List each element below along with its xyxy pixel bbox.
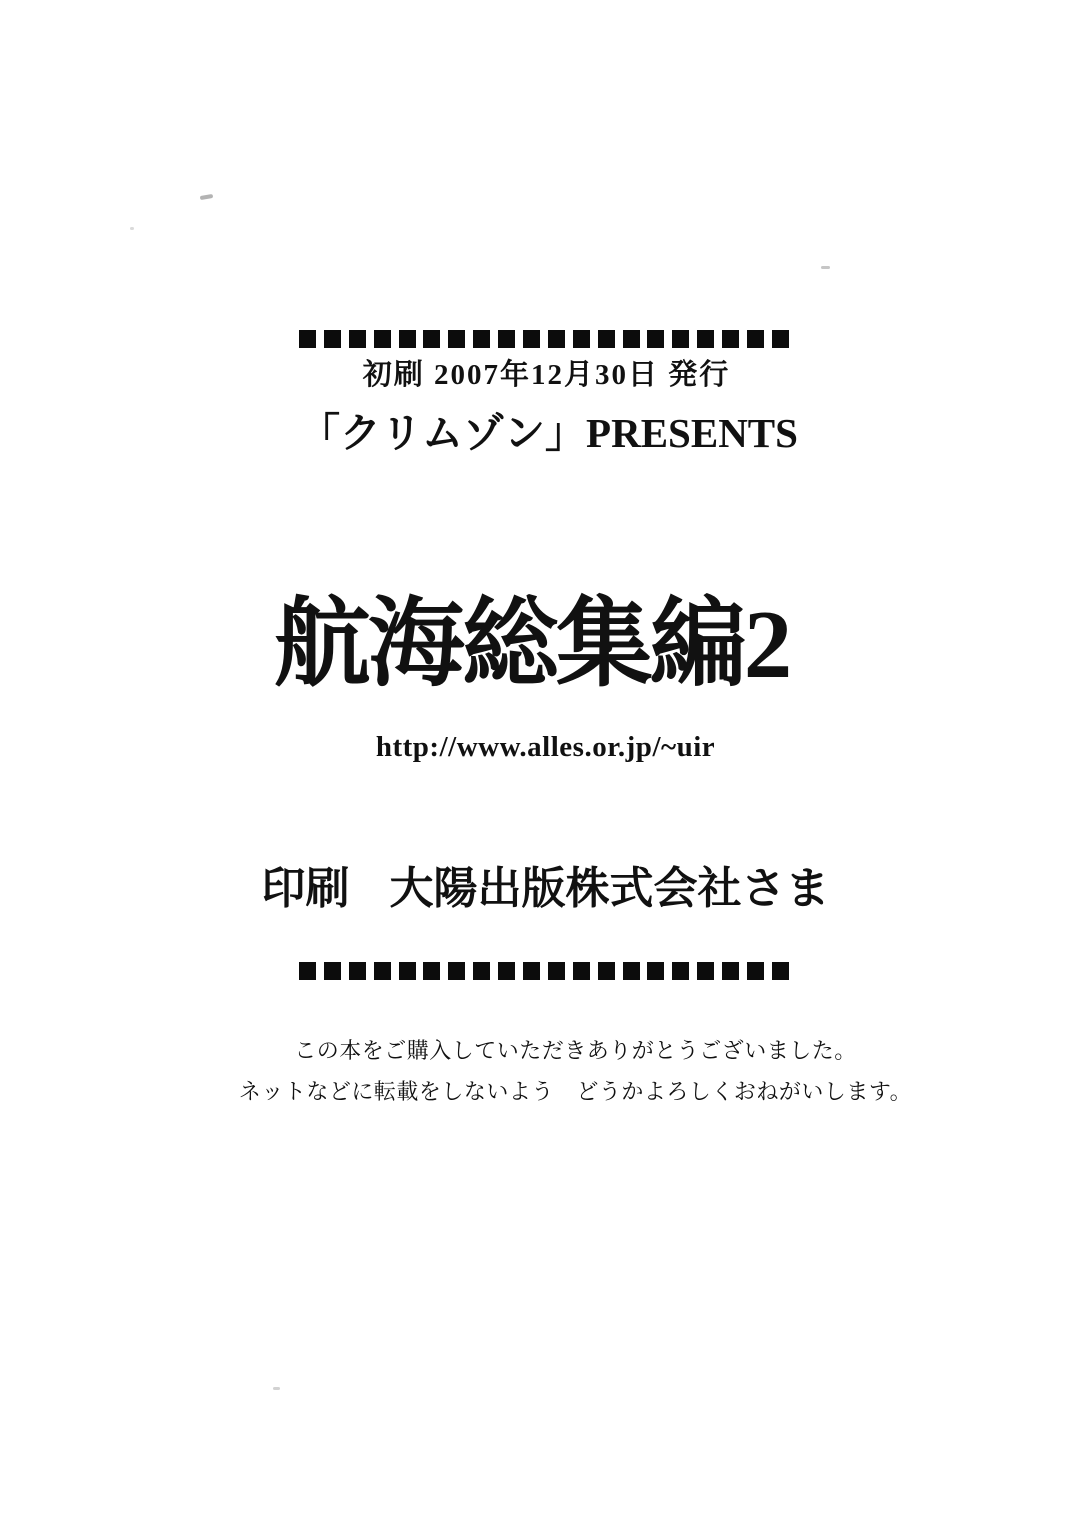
scan-speck bbox=[273, 1387, 280, 1390]
print-date-line: 初刷 2007年12月30日 発行 bbox=[362, 359, 731, 391]
divider-square bbox=[324, 330, 341, 348]
divider-square bbox=[722, 962, 739, 980]
divider-square bbox=[299, 962, 316, 980]
divider-square bbox=[598, 330, 615, 348]
thanks-line-1: この本をご購入していただきありがとうございました。 bbox=[294, 1038, 857, 1063]
presents-line: 「クリムゾン」PRESENTS bbox=[299, 410, 798, 456]
divider-square bbox=[647, 962, 664, 980]
divider-square bbox=[573, 330, 590, 348]
divider-square bbox=[672, 962, 689, 980]
divider-square bbox=[548, 330, 565, 348]
divider-square bbox=[399, 962, 416, 980]
divider-square bbox=[598, 962, 615, 980]
divider-square bbox=[623, 962, 640, 980]
divider-top bbox=[299, 330, 789, 348]
divider-square bbox=[747, 962, 764, 980]
book-title: 航海総集編2 bbox=[273, 591, 790, 698]
divider-square bbox=[349, 330, 366, 348]
divider-square bbox=[374, 330, 391, 348]
thanks-line-2: ネットなどに転載をしないよう どうかよろしくおねがいします。 bbox=[238, 1079, 913, 1104]
website-url: http://www.alles.or.jp/~uir bbox=[375, 731, 716, 763]
divider-square bbox=[473, 962, 490, 980]
printer-name: 大陽出版株式会社さま bbox=[389, 864, 830, 913]
divider-square bbox=[523, 962, 540, 980]
printer-line bbox=[262, 852, 830, 916]
divider-square bbox=[473, 330, 490, 348]
printer-label: 印刷 bbox=[261, 864, 350, 913]
divider-square bbox=[324, 962, 341, 980]
divider-square bbox=[573, 962, 590, 980]
divider-square bbox=[349, 962, 366, 980]
divider-square bbox=[548, 962, 565, 980]
divider-square bbox=[772, 962, 789, 980]
divider-square bbox=[697, 330, 714, 348]
scan-speck bbox=[130, 227, 134, 230]
divider-square bbox=[623, 330, 640, 348]
divider-square bbox=[647, 330, 664, 348]
divider-square bbox=[498, 330, 515, 348]
divider-square bbox=[722, 330, 739, 348]
scan-speck bbox=[821, 266, 830, 269]
divider-square bbox=[498, 962, 515, 980]
divider-square bbox=[374, 962, 391, 980]
scan-speck bbox=[200, 194, 213, 200]
divider-square bbox=[697, 962, 714, 980]
divider-square bbox=[448, 330, 465, 348]
divider-bottom bbox=[299, 962, 789, 980]
divider-square bbox=[523, 330, 540, 348]
divider-square bbox=[448, 962, 465, 980]
thanks-note bbox=[239, 1030, 912, 1112]
divider-square bbox=[399, 330, 416, 348]
divider-square bbox=[672, 330, 689, 348]
divider-square bbox=[747, 330, 764, 348]
divider-square bbox=[423, 962, 440, 980]
divider-square bbox=[299, 330, 316, 348]
divider-square bbox=[772, 330, 789, 348]
divider-square bbox=[423, 330, 440, 348]
